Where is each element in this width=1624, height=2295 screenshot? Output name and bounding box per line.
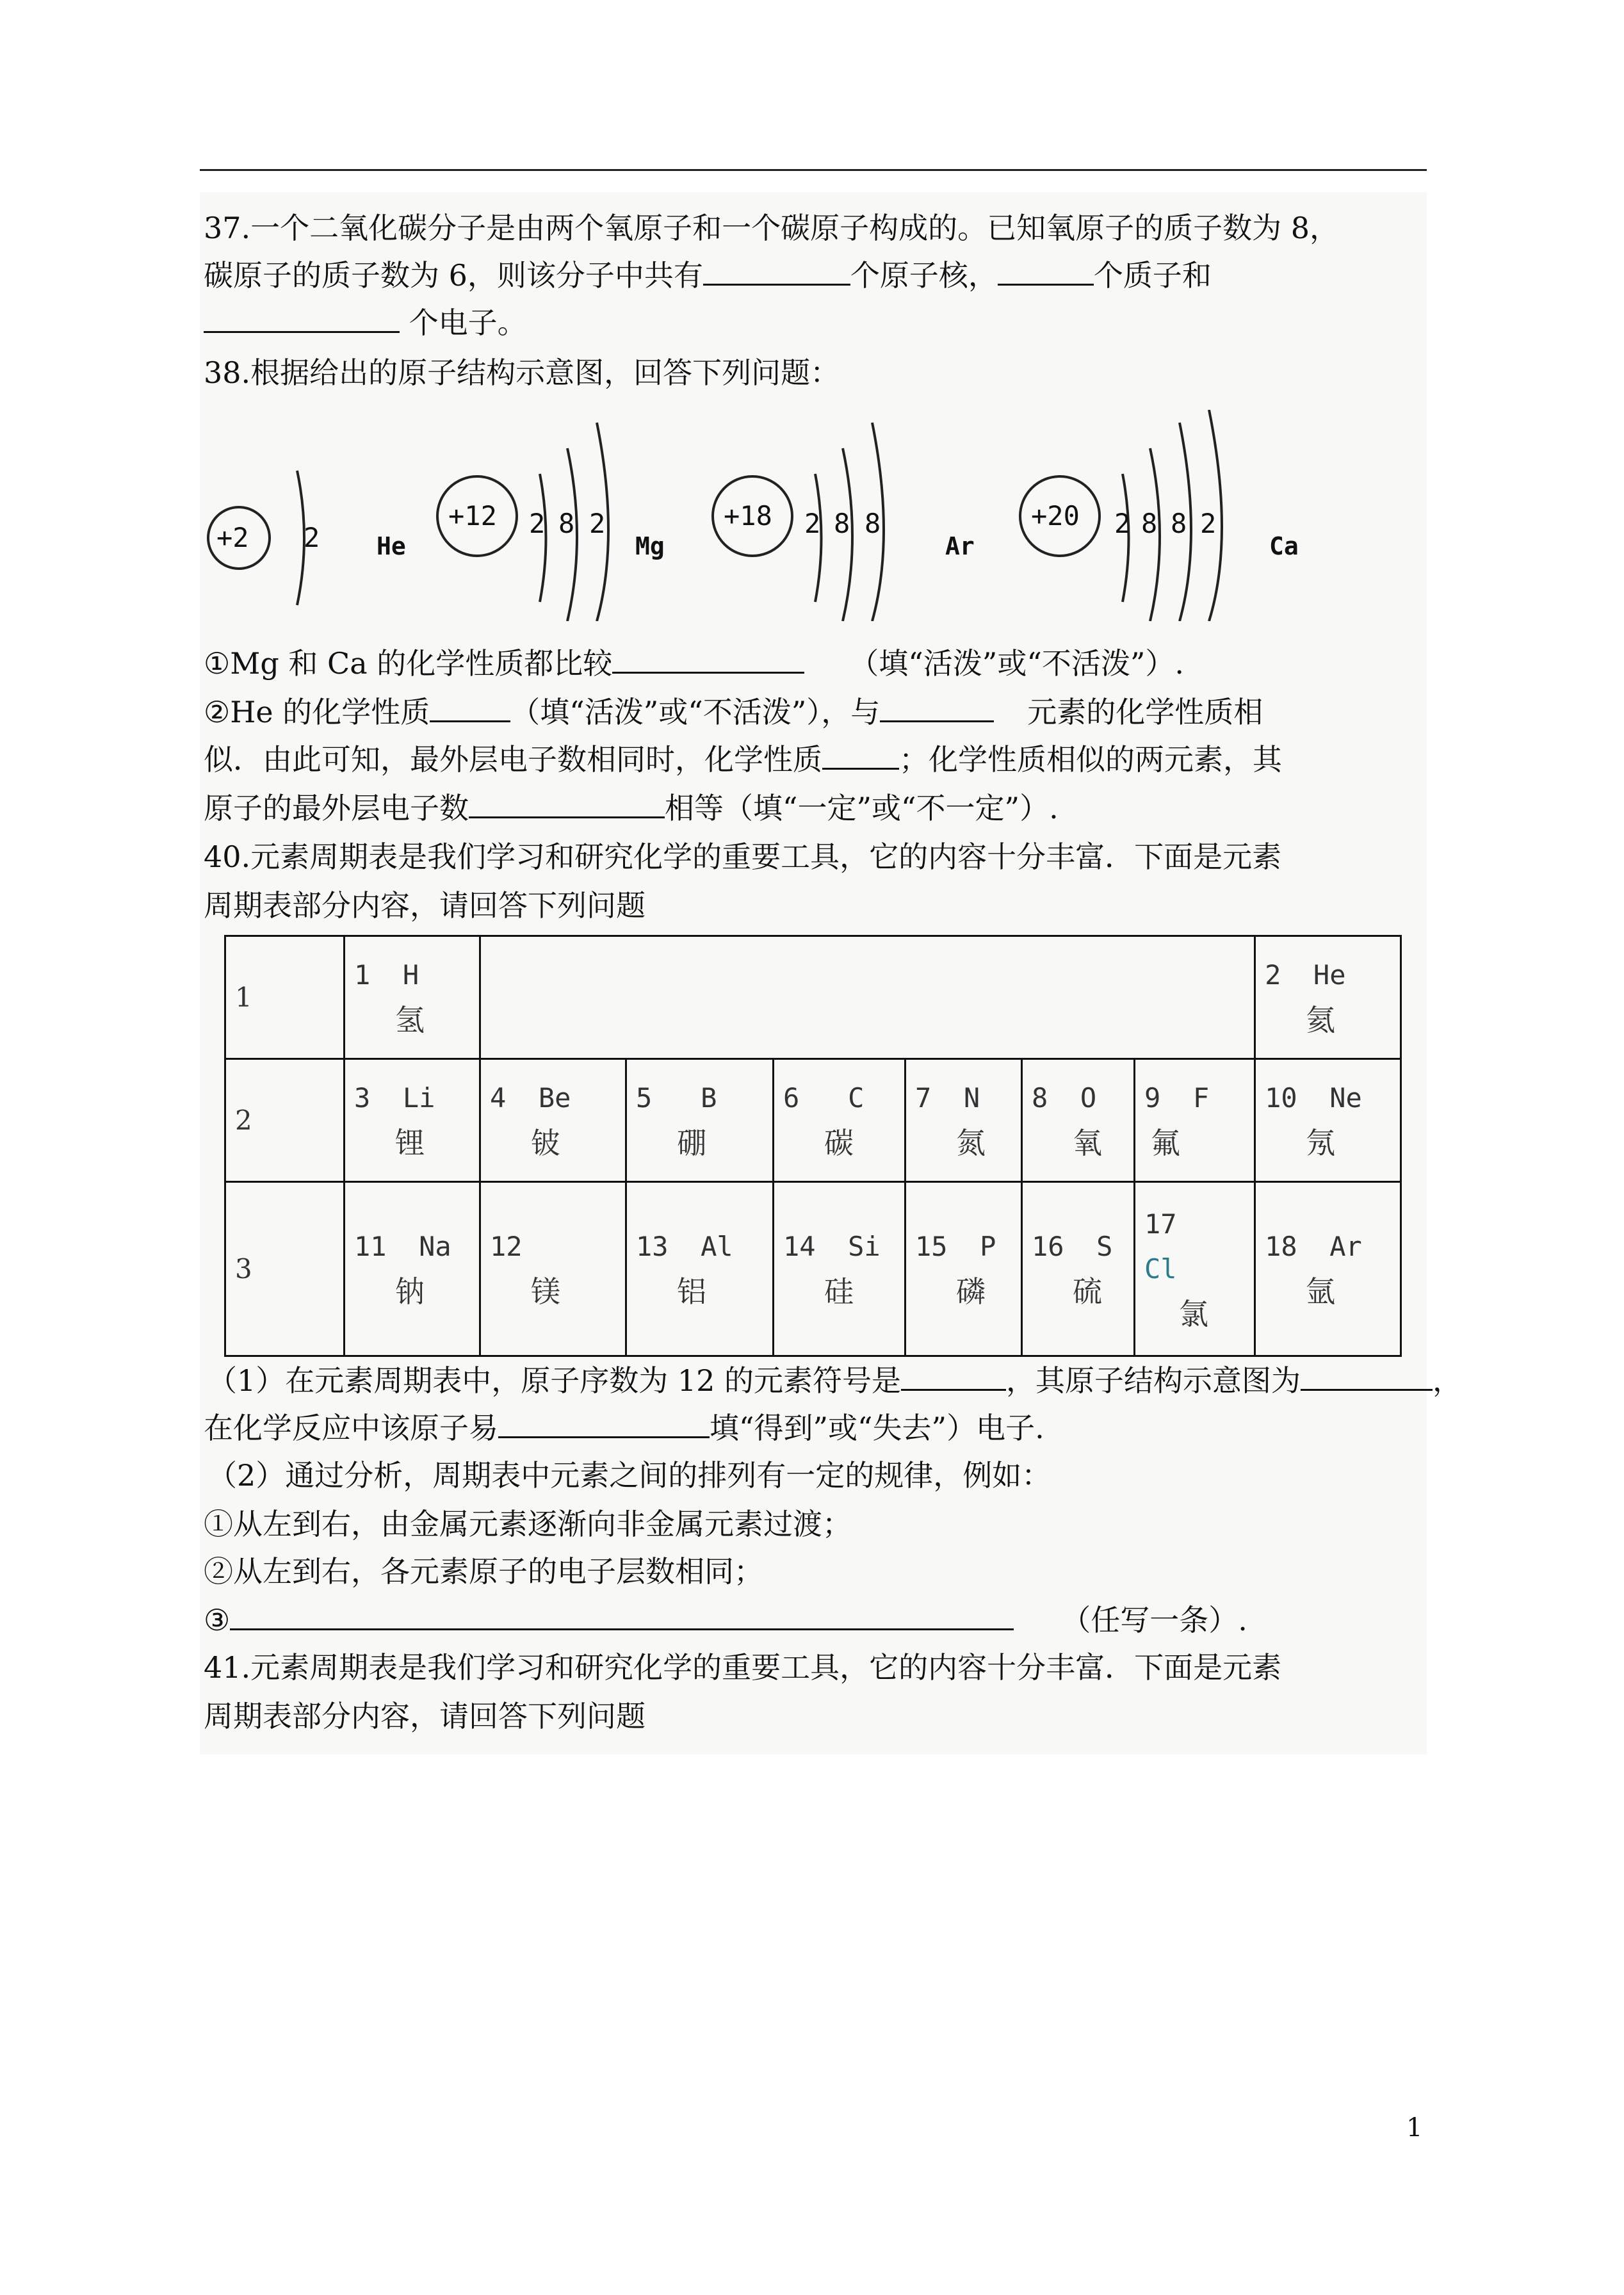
he-nucleus-label: +2 <box>216 522 249 553</box>
element-cell-ar <box>1255 1182 1401 1356</box>
q41-intro2: 周期表部分内容，请回答下列问题 <box>204 1699 646 1733</box>
element-number-symbol: 6 C <box>783 1082 865 1114</box>
element-number-symbol: 1 H <box>354 959 419 991</box>
q38-p1-text-a: ①Mg 和 Ca 的化学性质都比较 <box>204 646 613 681</box>
element-symbol: Cl <box>1144 1253 1177 1285</box>
element-number-symbol: 8 O <box>1032 1082 1097 1114</box>
element-cell-he <box>1255 936 1401 1059</box>
element-chinese-name: 钠 <box>395 1274 425 1309</box>
q37-text-c: 个质子和 <box>1093 258 1212 293</box>
element-cell-al <box>626 1182 774 1356</box>
q38-blank-activity[interactable] <box>612 644 804 674</box>
element-cell-ne <box>1255 1059 1401 1182</box>
period-number: 2 <box>225 1059 345 1182</box>
q41-intro1: 41.元素周期表是我们学习和研究化学的重要工具，它的内容十分丰富．下面是元素 <box>204 1650 1282 1685</box>
element-cell-mg <box>480 1182 626 1356</box>
q38-p2 <box>204 692 1263 733</box>
q38-p4 <box>204 788 1059 829</box>
element-chinese-name: 氮 <box>956 1125 986 1160</box>
element-cell-b <box>626 1059 774 1182</box>
element-chinese-name: 氟 <box>1151 1125 1180 1160</box>
q37-blank-electrons[interactable] <box>204 303 400 333</box>
element-cell-f <box>1135 1059 1255 1182</box>
q40-rule3-marker: ③ <box>204 1603 231 1637</box>
element-chinese-name: 氢 <box>395 1002 425 1037</box>
element-cell-si <box>774 1182 905 1356</box>
header-rule <box>200 169 1427 171</box>
mg-shell-2-count: 8 <box>558 508 575 539</box>
element-chinese-name: 铝 <box>677 1274 706 1309</box>
q40-s1-text-b: ，其原子结构示意图为 <box>1006 1363 1301 1398</box>
q38-title: 38.根据给出的原子结构示意图，回答下列问题： <box>204 355 840 390</box>
ca-nucleus-label: +20 <box>1031 500 1080 531</box>
q40-s1-text-c: ， <box>1433 1363 1463 1398</box>
q40-rule2: ②从左到右，各元素原子的电子层数相同； <box>204 1554 763 1589</box>
period-1-row <box>225 936 1401 1059</box>
q38-p3-text-b: ；化学性质相似的两元素，其 <box>899 742 1282 777</box>
period-number: 1 <box>225 936 345 1059</box>
element-cell-be <box>480 1059 626 1182</box>
empty-span-cell <box>480 936 1255 1059</box>
element-number-symbol: 18 Ar <box>1265 1230 1362 1262</box>
q38-p3-text-a: 似．由此可知，最外层电子数相同时，化学性质 <box>204 742 822 777</box>
element-number-symbol: 13 Al <box>636 1230 733 1262</box>
period-3-row <box>225 1182 1401 1356</box>
element-chinese-name: 氯 <box>1179 1296 1208 1331</box>
he-shell-1-count: 2 <box>304 522 320 553</box>
element-number-symbol: 3 Li <box>354 1082 435 1114</box>
q40-s1-text-a: （1）在元素周期表中，原子序数为 12 的元素符号是 <box>207 1363 902 1398</box>
q40-s2: （2）通过分析，周期表中元素之间的排列有一定的规律，例如： <box>207 1458 1052 1493</box>
q40-s1-line2 <box>204 1407 1044 1448</box>
ca-shell-4-count: 2 <box>1200 508 1217 539</box>
page-number: 1 <box>1406 2113 1423 2143</box>
element-number-symbol: 4 Be <box>490 1082 571 1114</box>
element-chinese-name: 镁 <box>531 1274 560 1309</box>
q37-text-a: 碳原子的质子数为 6，则该分子中共有 <box>204 258 703 293</box>
element-chinese-name: 磷 <box>956 1274 986 1309</box>
q40-blank-structure[interactable] <box>1301 1361 1433 1391</box>
q37-line2 <box>204 255 1212 296</box>
q38-blank-element[interactable] <box>880 692 994 722</box>
q37-blank-protons[interactable] <box>998 255 1094 286</box>
ar-symbol: Ar <box>945 532 975 560</box>
q40-s1-text-d: 在化学反应中该原子易 <box>204 1411 498 1445</box>
element-chinese-name: 铍 <box>531 1125 560 1160</box>
element-number-symbol: 15 P <box>915 1230 996 1262</box>
element-chinese-name: 氦 <box>1306 1002 1336 1037</box>
mg-nucleus-label: +12 <box>448 500 497 531</box>
q38-p1 <box>204 643 1184 684</box>
element-chinese-name: 硫 <box>1073 1274 1102 1309</box>
element-number-symbol: 7 N <box>915 1082 980 1114</box>
element-cell-p <box>905 1182 1022 1356</box>
ar-shell-1-count: 2 <box>804 508 821 539</box>
q40-blank-gain-lose[interactable] <box>498 1408 710 1438</box>
periodic-table <box>224 935 1402 1357</box>
element-cell-o <box>1022 1059 1135 1182</box>
q40-rule3 <box>204 1600 1247 1641</box>
element-chinese-name: 碳 <box>824 1125 854 1160</box>
element-number-symbol: 5 B <box>636 1082 717 1114</box>
q40-rule3-hint: （任写一条）. <box>1061 1603 1247 1637</box>
element-chinese-name: 锂 <box>395 1125 425 1160</box>
element-chinese-name: 氧 <box>1073 1125 1102 1160</box>
ar-nucleus-label: +18 <box>724 500 772 531</box>
q38-p2-text-a: ②He 的化学性质 <box>204 695 430 729</box>
element-chinese-name: 硼 <box>677 1125 706 1160</box>
element-chinese-name: 氩 <box>1306 1274 1336 1309</box>
q40-blank-rule[interactable] <box>230 1600 1014 1630</box>
q38-p2-text-b: （填“活泼”或“不活泼”），与 <box>510 695 881 729</box>
ar-shell-2-count: 8 <box>834 508 850 539</box>
q37-line3 <box>204 302 527 343</box>
element-cell-s <box>1022 1182 1135 1356</box>
element-number-symbol: 12 <box>490 1230 523 1262</box>
q37-text-d: 个电子。 <box>400 305 527 340</box>
element-number-symbol: 9 F <box>1144 1082 1210 1114</box>
ca-shell-1-count: 2 <box>1114 508 1131 539</box>
ca-shell-3-count: 8 <box>1171 508 1187 539</box>
element-number-symbol: 2 He <box>1265 959 1346 991</box>
q38-blank-he-activity[interactable] <box>430 692 510 722</box>
q40-s1 <box>207 1360 1462 1401</box>
element-cell-c <box>774 1059 905 1182</box>
mg-symbol: Mg <box>635 532 665 560</box>
q38-p3 <box>204 739 1282 780</box>
element-cell-n <box>905 1059 1022 1182</box>
element-number: 17 <box>1144 1208 1177 1240</box>
q40-s1-text-e: 填“得到”或“失去”）电子. <box>710 1411 1044 1445</box>
q38-blank-certainty[interactable] <box>469 788 665 818</box>
element-number-symbol: 10 Ne <box>1265 1082 1362 1114</box>
element-cell-cl <box>1135 1182 1255 1356</box>
element-number-symbol: 16 S <box>1032 1230 1113 1262</box>
atom-structure-diagrams <box>202 410 1304 621</box>
q40-intro2: 周期表部分内容，请回答下列问题 <box>204 888 646 923</box>
mg-shell-1-count: 2 <box>529 508 546 539</box>
q38-p4-text-a: 原子的最外层电子数 <box>204 791 469 825</box>
element-cell-na <box>345 1182 480 1356</box>
period-number: 3 <box>225 1182 345 1356</box>
q37-line1: 37.一个二氧化碳分子是由两个氧原子和一个碳原子构成的。已知氧原子的质子数为 8， <box>204 211 1340 245</box>
period-2-row <box>225 1059 1401 1182</box>
he-symbol: He <box>377 532 406 560</box>
element-number-symbol: 14 Si <box>783 1230 881 1262</box>
q37-text-b: 个原子核， <box>850 258 998 293</box>
element-chinese-name: 氖 <box>1306 1125 1336 1160</box>
ca-symbol: Ca <box>1269 532 1299 560</box>
q40-rule1: ①从左到右，由金属元素逐渐向非金属元素过渡； <box>204 1507 852 1541</box>
q38-p1-text-b: （填“活泼”或“不活泼”）. <box>849 646 1184 681</box>
ar-shell-3-count: 8 <box>865 508 881 539</box>
q38-p4-text-b: 相等（填“一定”或“不一定”）. <box>665 791 1059 825</box>
mg-shell-3-count: 2 <box>589 508 606 539</box>
q40-blank-symbol[interactable] <box>901 1361 1006 1391</box>
element-number-symbol: 11 Na <box>354 1230 451 1262</box>
q38-blank-similarity[interactable] <box>822 740 899 770</box>
element-chinese-name: 硅 <box>824 1274 854 1309</box>
element-cell-li <box>345 1059 480 1182</box>
q38-p2-text-c: 元素的化学性质相 <box>1027 695 1263 729</box>
element-cell-h <box>345 936 480 1059</box>
q37-blank-nuclei[interactable] <box>703 255 850 286</box>
q40-intro1: 40.元素周期表是我们学习和研究化学的重要工具，它的内容十分丰富．下面是元素 <box>204 839 1282 874</box>
ca-shell-2-count: 8 <box>1141 508 1158 539</box>
